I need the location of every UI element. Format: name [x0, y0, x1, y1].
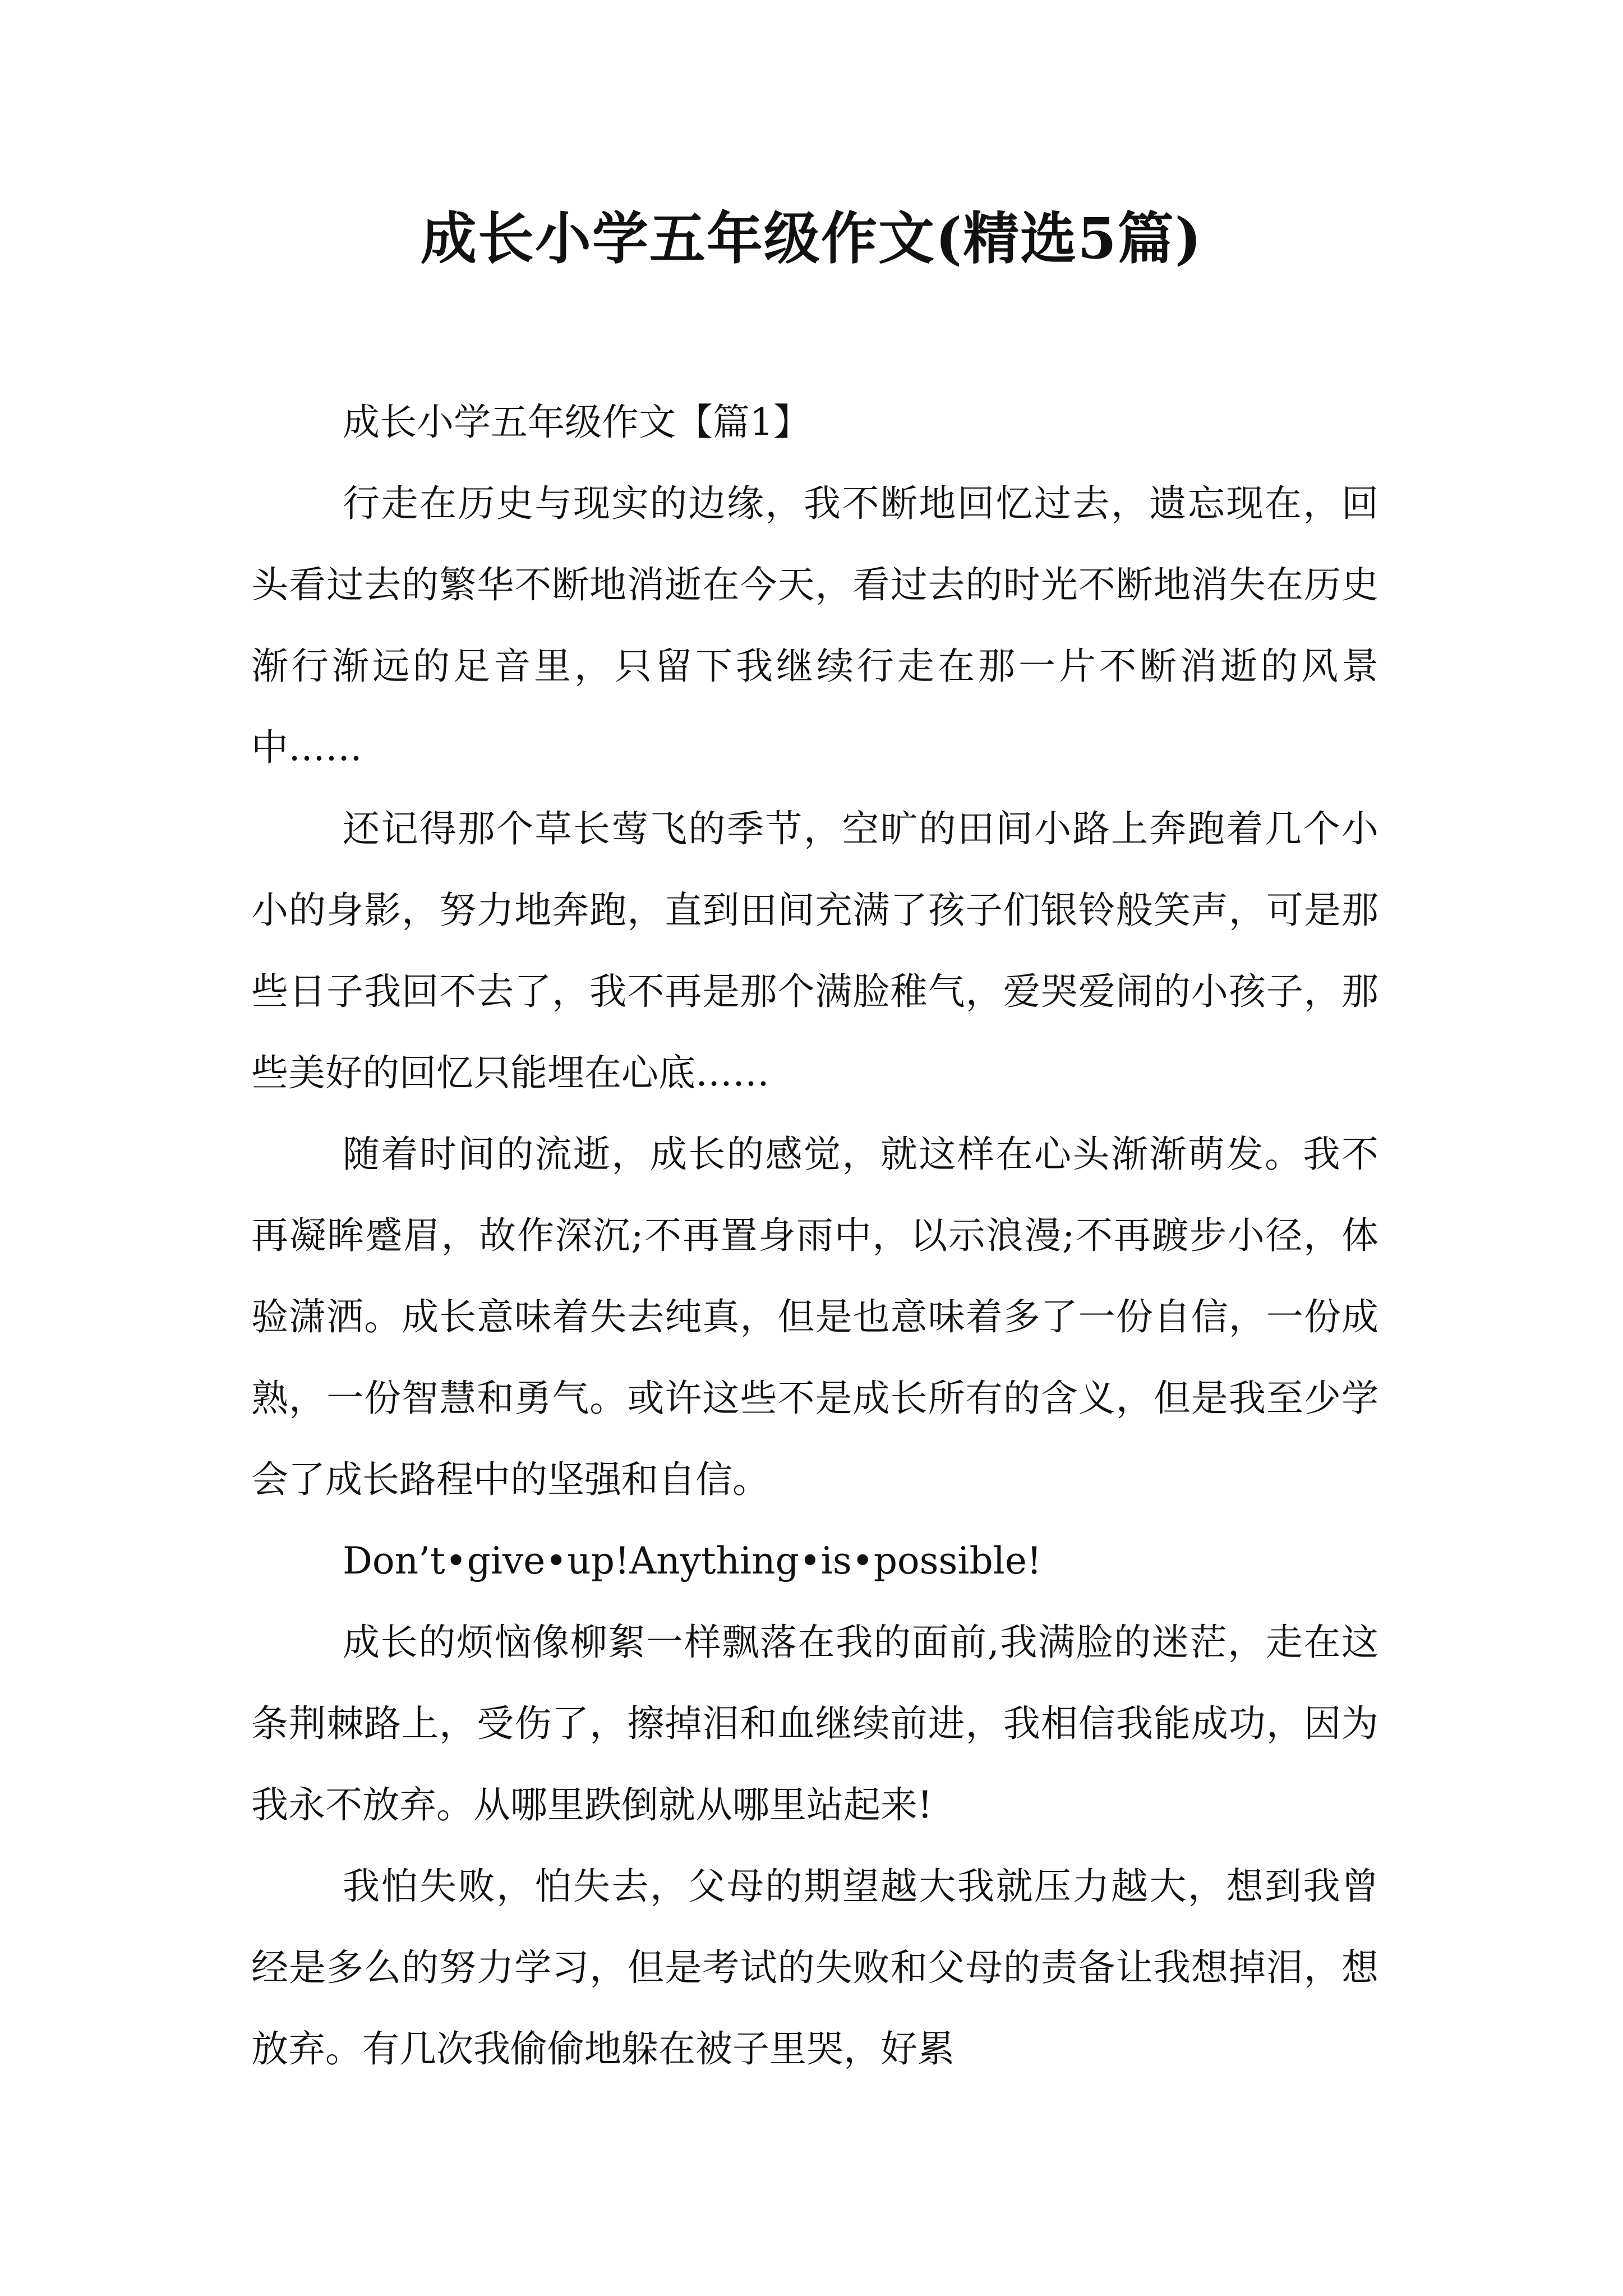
paragraph: 我怕失败，怕失去，父母的期望越大我就压力越大，想到我曾经是多么的努力学习，但是考试的失败和父母的责备让我想掉泪，想放弃。有几次我偷偷地躲在被子里哭，好累 [251, 1865, 1378, 2070]
paragraph: 成长的烦恼像柳絮一样飘落在我的面前,我满脸的迷茫，走在这条荆棘路上，受伤了，擦掉泪和血继续前进，我相信我能成功，因为我永不放弃。从哪里跌倒就从哪里站起来! [251, 1621, 1378, 1826]
paragraph: 随着时间的流逝，成长的感觉，就这样在心头渐渐萌发。我不再凝眸蹙眉，故作深沉;不再置身雨中，以示浪漫;不再踱步小径，体验潇洒。成长意味着失去纯真，但是也意味着多了一份自信，一份成熟，一份智慧和勇气。或许这些不是成长所有的含义，但是我至少学会了成长路程中的坚强和自信。 [251, 1133, 1378, 1501]
document-title: 成长小学五年级作文(精选5篇) [420, 205, 1203, 272]
section-heading: 成长小学五年级作文【篇1】 [343, 401, 810, 444]
paragraph: 行走在历史与现实的边缘，我不断地回忆过去，遗忘现在，回头看过去的繁华不断地消逝在今天，看过去的时光不断地消失在历史渐行渐远的足音里，只留下我继续行走在那一片不断消逝的风景中…… [251, 482, 1378, 769]
paragraph-english-quote: Don’t•give•up!Anything•is•possible! [343, 1539, 1042, 1582]
paragraph: 还记得那个草长莺飞的季节，空旷的田间小路上奔跑着几个小小的身影，努力地奔跑，直到田间充满了孩子们银铃般笑声，可是那些日子我回不去了，我不再是那个满脸稚气，爱哭爱闹的小孩子，那些美好的回忆只能埋在心底…… [251, 807, 1378, 1094]
document-body [251, 381, 1378, 2090]
